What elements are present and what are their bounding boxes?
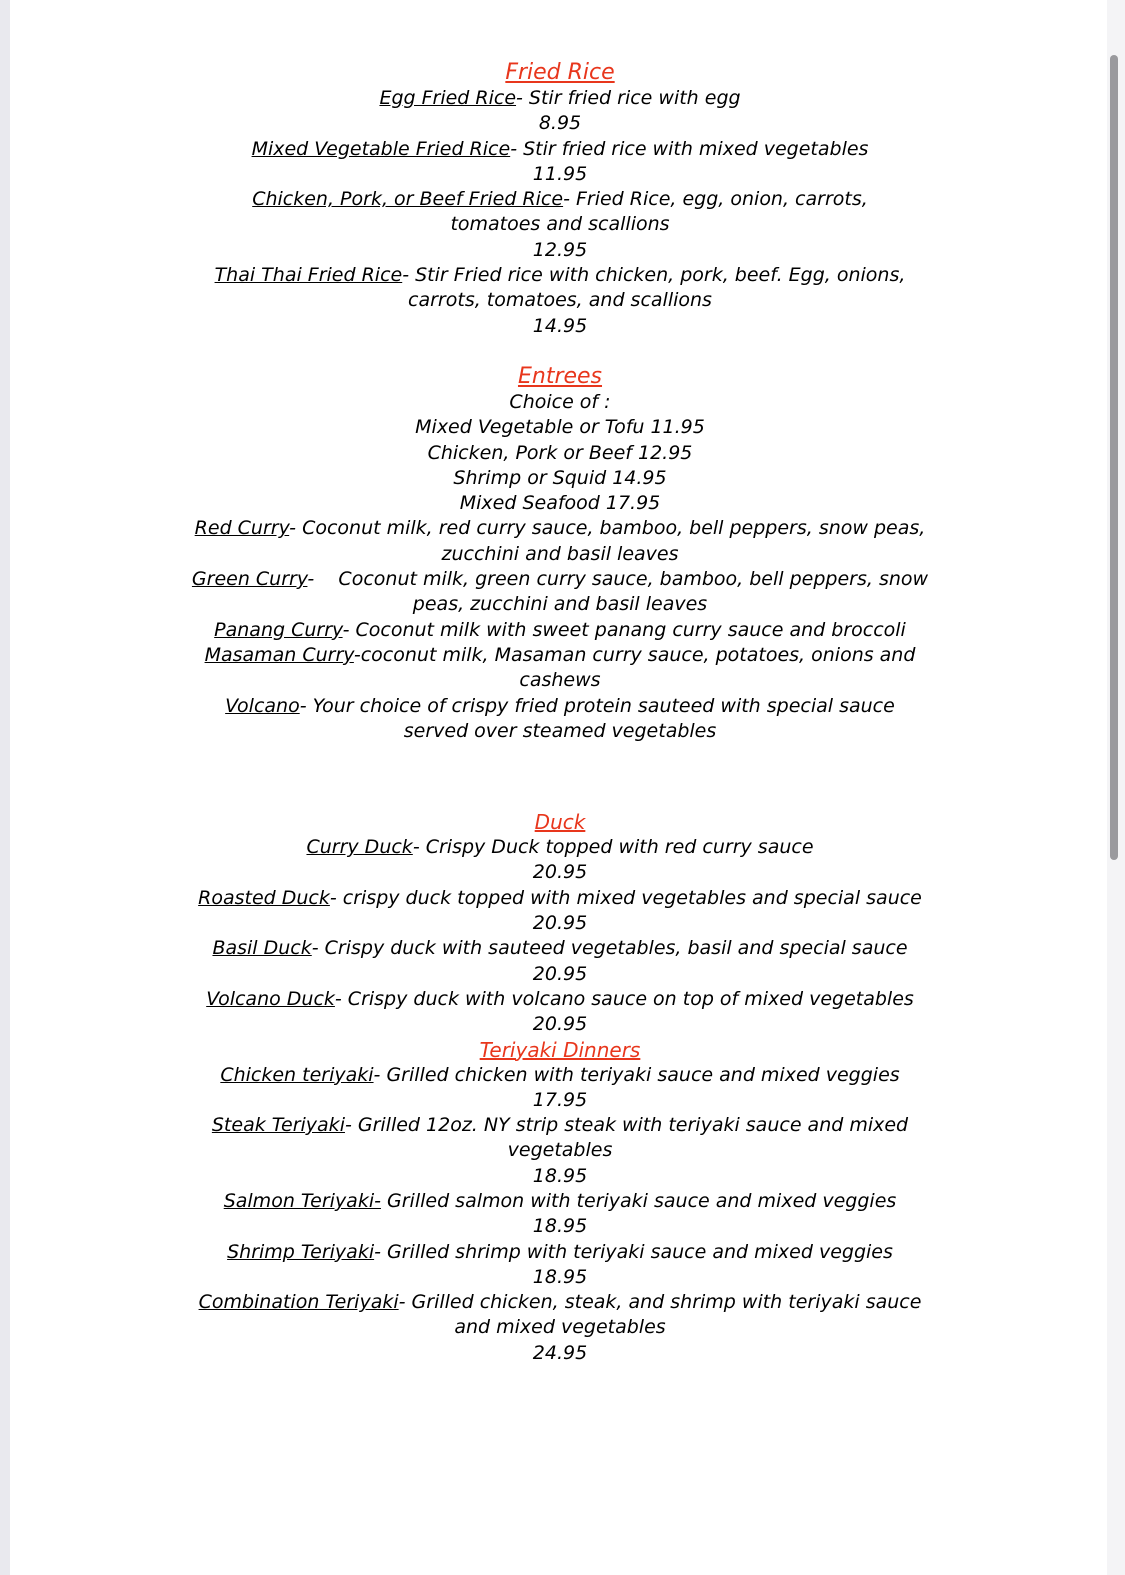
menu-item-volcano — [10, 694, 1110, 719]
item-description: -coconut milk, Masaman curry sauce, potatoes, onions and — [353, 643, 916, 666]
item-description: - Grilled 12oz. NY strip steak with teriyaki sauce and mixed — [344, 1114, 909, 1137]
item-name: Red Curry — [194, 517, 290, 540]
item-price: 12.95 — [532, 238, 588, 261]
item-name: Chicken teriyaki — [220, 1063, 374, 1086]
item-description-continued: zucchini and basil leaves — [441, 542, 679, 565]
item-name: Combination Teriyaki — [198, 1291, 399, 1314]
menu-content — [10, 60, 1110, 1366]
menu-item-volcano-duck — [10, 987, 1110, 1012]
item-name: Green Curry — [191, 568, 308, 591]
menu-item-thai-thai-fried-rice — [10, 263, 1110, 288]
item-price: 18.95 — [532, 1265, 588, 1288]
menu-item-red-curry — [10, 516, 1110, 541]
choice-option: Shrimp or Squid 14.95 — [453, 466, 667, 489]
item-name: Roasted Duck — [198, 886, 330, 909]
item-description: - Coconut milk, red curry sauce, bamboo, bell peppers, snow peas, — [289, 517, 926, 540]
choice-option: Chicken, Pork or Beef 12.95 — [427, 441, 693, 464]
section-title-duck: Duck — [534, 810, 586, 835]
menu-item-basil-duck — [10, 936, 1110, 961]
item-description-continued: carrots, tomatoes, and scallions — [408, 289, 712, 312]
item-name: Egg Fried Rice — [379, 87, 517, 109]
item-name: Curry Duck — [306, 836, 413, 859]
menu-item-roasted-duck — [10, 886, 1110, 911]
menu-item-salmon-teriyaki — [10, 1189, 1110, 1214]
item-description-continued: and mixed vegetables — [454, 1316, 666, 1339]
item-description-continued: served over steamed vegetables — [403, 719, 717, 742]
item-description: - Grilled chicken with teriyaki sauce and mixed veggies — [373, 1063, 900, 1086]
section-title-entrees: Entrees — [517, 363, 603, 389]
menu-item-masaman-curry — [10, 643, 1110, 668]
item-price: 24.95 — [532, 1341, 588, 1364]
item-price: 20.95 — [532, 1013, 588, 1036]
item-description: - Crispy duck with sauteed vegetables, basil and special sauce — [311, 937, 908, 960]
item-description: - Stir fried rice with mixed vegetables — [510, 137, 869, 160]
item-description: - crispy duck topped with mixed vegetables and special sauce — [329, 886, 922, 909]
item-price: 20.95 — [532, 962, 588, 985]
item-name: Chicken, Pork, or Beef Fried Rice — [252, 188, 564, 211]
item-description-continued: vegetables — [507, 1139, 613, 1162]
menu-item-meat-fried-rice — [10, 187, 1110, 212]
item-name: Thai Thai Fried Rice — [214, 264, 403, 287]
item-price: 14.95 — [532, 314, 588, 337]
item-description: - Crispy Duck topped with red curry sauce — [412, 836, 814, 859]
choice-option: Mixed Seafood 17.95 — [459, 492, 661, 515]
item-description-continued: peas, zucchini and basil leaves — [412, 593, 708, 616]
item-name: Shrimp Teriyaki — [227, 1240, 375, 1263]
item-name: Mixed Vegetable Fried Rice — [251, 137, 511, 160]
item-description: - Coconut milk with sweet panang curry sauce and broccoli — [342, 618, 906, 641]
item-price: 11.95 — [532, 162, 588, 185]
menu-item-panang-curry — [10, 618, 1110, 643]
item-price: 17.95 — [532, 1088, 588, 1111]
item-description: - Grilled shrimp with teriyaki sauce and mixed veggies — [374, 1240, 893, 1263]
item-price: 18.95 — [532, 1164, 588, 1187]
item-description-continued: tomatoes and scallions — [450, 213, 670, 236]
item-description: - Stir fried rice with egg — [516, 87, 741, 109]
item-name: Volcano — [225, 694, 300, 717]
item-description: - Grilled chicken, steak, and shrimp with teriyaki sauce — [398, 1291, 922, 1314]
item-description: - Stir Fried rice with chicken, pork, beef. Egg, onions, — [402, 264, 906, 287]
item-description: - Coconut milk, green curry sauce, bamboo, bell peppers, snow — [307, 568, 929, 591]
item-price: 20.95 — [532, 912, 588, 935]
menu-item-green-curry — [10, 567, 1110, 592]
item-description: - Crispy duck with volcano sauce on top of mixed vegetables — [334, 987, 914, 1010]
menu-item-curry-duck — [10, 835, 1110, 860]
menu-item-combination-teriyaki — [10, 1290, 1110, 1315]
item-name: Masaman Curry — [204, 643, 354, 666]
menu-item-steak-teriyaki — [10, 1113, 1110, 1138]
item-name: Basil Duck — [212, 937, 312, 960]
item-name: Salmon Teriyaki- — [223, 1189, 381, 1212]
choice-option: Mixed Vegetable or Tofu 11.95 — [415, 416, 705, 439]
item-description-continued: cashews — [519, 669, 601, 692]
item-description: - Your choice of crispy fried protein sauteed with special sauce — [299, 694, 895, 717]
menu-item-mixed-vegetable-fried-rice — [10, 137, 1110, 162]
item-price: 18.95 — [532, 1215, 588, 1238]
item-name: Volcano Duck — [206, 987, 335, 1010]
menu-item-shrimp-teriyaki — [10, 1240, 1110, 1265]
item-price: 8.95 — [538, 112, 582, 135]
item-name: Steak Teriyaki — [211, 1114, 345, 1137]
section-title-fried-rice: Fried Rice — [505, 60, 615, 85]
item-price: 20.95 — [532, 861, 588, 884]
menu-item-chicken-teriyaki — [10, 1063, 1110, 1088]
scrollbar-thumb[interactable] — [1110, 55, 1118, 860]
section-spacer — [10, 339, 1110, 364]
section-title-teriyaki: Teriyaki Dinners — [479, 1037, 641, 1062]
item-description: - Fried Rice, egg, onion, carrots, — [563, 188, 868, 211]
section-spacer — [10, 744, 1110, 810]
item-description: Grilled salmon with teriyaki sauce and mixed veggies — [380, 1189, 897, 1212]
menu-item-egg-fried-rice — [10, 86, 1110, 111]
choice-header: Choice of : — [509, 390, 611, 413]
item-name: Panang Curry — [214, 618, 343, 641]
